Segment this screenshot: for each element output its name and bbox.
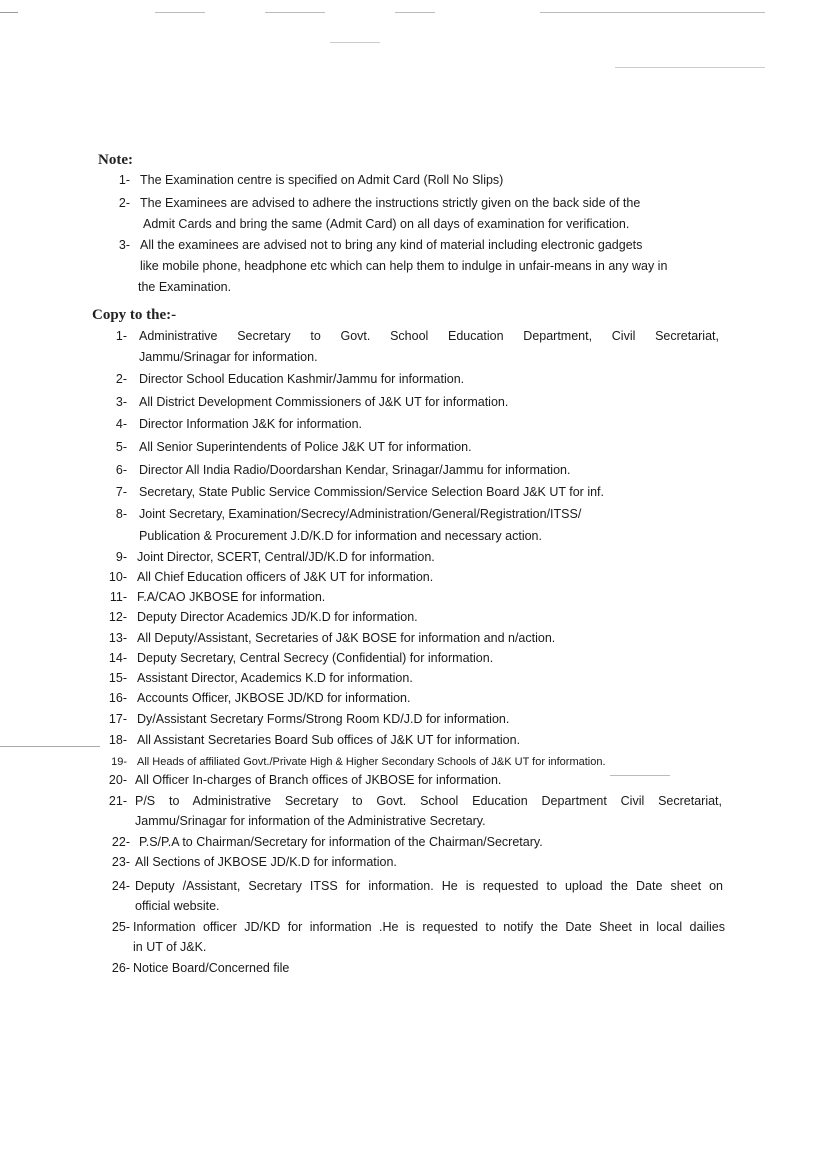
item-number: 1-	[115, 329, 127, 343]
item-number: 6-	[115, 463, 127, 477]
item-number: 14-	[108, 651, 127, 665]
item-line: All Deputy/Assistant, Secretaries of J&K BOSE for information and n/action.	[137, 631, 556, 645]
scan-mark	[155, 12, 205, 13]
item-number: 8-	[115, 507, 127, 521]
item-number: 10-	[108, 570, 127, 584]
item-line: Assistant Director, Academics K.D for information.	[137, 671, 413, 685]
item-line: Accounts Officer, JKBOSE JD/KD for information.	[137, 691, 411, 705]
item-line: F.A/CAO JKBOSE for information.	[137, 590, 326, 604]
item-number: 2-	[115, 372, 127, 386]
item-line: All District Development Commissioners of J&K UT for information.	[139, 395, 509, 409]
item-number: 20-	[108, 773, 127, 787]
item-line: Director School Education Kashmir/Jammu for information.	[139, 372, 465, 386]
item-line: Information officer JD/KD for information .He is requested to notify the Date Sheet in local dailies	[133, 920, 725, 934]
item-line: Joint Director, SCERT, Central/JD/K.D for information.	[137, 550, 435, 564]
item-line: All Sections of JKBOSE JD/K.D for information.	[135, 855, 397, 869]
item-line: All Officer In-charges of Branch offices of JKBOSE for information.	[135, 773, 502, 787]
item-line: The Examinees are advised to adhere the instructions strictly given on the back side of the	[140, 196, 641, 210]
item-number: 17-	[108, 712, 127, 726]
scan-mark	[615, 67, 765, 68]
item-line: All Heads of affiliated Govt./Private High & Higher Secondary Schools of J&K UT for information.	[137, 756, 606, 768]
item-number: 23-	[111, 855, 130, 869]
item-line: the Examination.	[138, 280, 232, 294]
scan-mark	[0, 746, 100, 747]
item-number: 11-	[109, 590, 127, 604]
item-line: Admit Cards and bring the same (Admit Card) on all days of examination for verification.	[143, 217, 630, 231]
copy-heading: Copy to the:-	[92, 307, 177, 323]
item-line: Secretary, State Public Service Commission/Service Selection Board J&K UT for inf.	[139, 485, 604, 499]
item-line: Administrative Secretary to Govt. School Education Department, Civil Secretariat,	[139, 329, 719, 343]
item-line: All Senior Superintendents of Police J&K UT for information.	[139, 440, 472, 454]
scan-mark	[610, 775, 670, 776]
item-number: 15-	[108, 671, 127, 685]
item-line: P/S to Administrative Secretary to Govt. School Education Department Civil Secretariat,	[135, 794, 722, 808]
item-line: Jammu/Srinagar for information.	[139, 350, 318, 364]
scan-mark	[0, 12, 18, 13]
item-line: Publication & Procurement J.D/K.D for information and necessary action.	[139, 529, 542, 543]
item-number: 24-	[111, 879, 130, 893]
item-line: Joint Secretary, Examination/Secrecy/Administration/General/Registration/ITSS/	[139, 507, 582, 521]
item-number: 19-	[111, 756, 127, 768]
item-line: The Examination centre is specified on Admit Card (Roll No Slips)	[140, 173, 504, 187]
item-number: 9-	[115, 550, 127, 564]
item-line: Notice Board/Concerned file	[133, 961, 290, 975]
item-number: 13-	[108, 631, 127, 645]
item-line: All the examinees are advised not to bring any kind of material including electronic gadgets	[140, 238, 643, 252]
scan-mark	[330, 42, 380, 43]
item-number: 12-	[108, 610, 127, 624]
item-line: All Assistant Secretaries Board Sub offices of J&K UT for information.	[137, 733, 521, 747]
item-line: P.S/P.A to Chairman/Secretary for information of the Chairman/Secretary.	[139, 835, 543, 849]
item-line: All Chief Education officers of J&K UT for information.	[137, 570, 434, 584]
item-number: 25-	[111, 920, 130, 934]
item-number: 4-	[115, 417, 127, 431]
item-line: Director Information J&K for information.	[139, 417, 362, 431]
item-number: 22-	[111, 835, 130, 849]
scan-mark	[395, 12, 435, 13]
item-line: official website.	[135, 899, 220, 913]
item-number: 3-	[115, 395, 127, 409]
item-line: Deputy Secretary, Central Secrecy (Confidential) for information.	[137, 651, 494, 665]
note-heading: Note:	[98, 152, 133, 168]
item-number: 1-	[118, 173, 130, 187]
item-line: in UT of J&K.	[133, 940, 207, 954]
item-number: 16-	[108, 691, 127, 705]
item-number: 18-	[108, 733, 127, 747]
item-number: 21-	[108, 794, 127, 808]
item-number: 5-	[115, 440, 127, 454]
scan-mark	[540, 12, 765, 13]
item-line: Deputy /Assistant, Secretary ITSS for information. He is requested to upload the Date sheet on	[135, 879, 723, 893]
item-line: Deputy Director Academics JD/K.D for information.	[137, 610, 418, 624]
item-number: 7-	[115, 485, 127, 499]
item-number: 3-	[118, 238, 130, 252]
item-line: like mobile phone, headphone etc which can help them to indulge in unfair-means in any way in	[140, 259, 668, 273]
item-number: 2-	[118, 196, 130, 210]
item-line: Dy/Assistant Secretary Forms/Strong Room KD/J.D for information.	[137, 712, 510, 726]
item-line: Director All India Radio/Doordarshan Kendar, Srinagar/Jammu for information.	[139, 463, 571, 477]
item-line: Jammu/Srinagar for information of the Administrative Secretary.	[135, 814, 486, 828]
item-number: 26-	[111, 961, 130, 975]
scan-mark	[265, 12, 325, 13]
